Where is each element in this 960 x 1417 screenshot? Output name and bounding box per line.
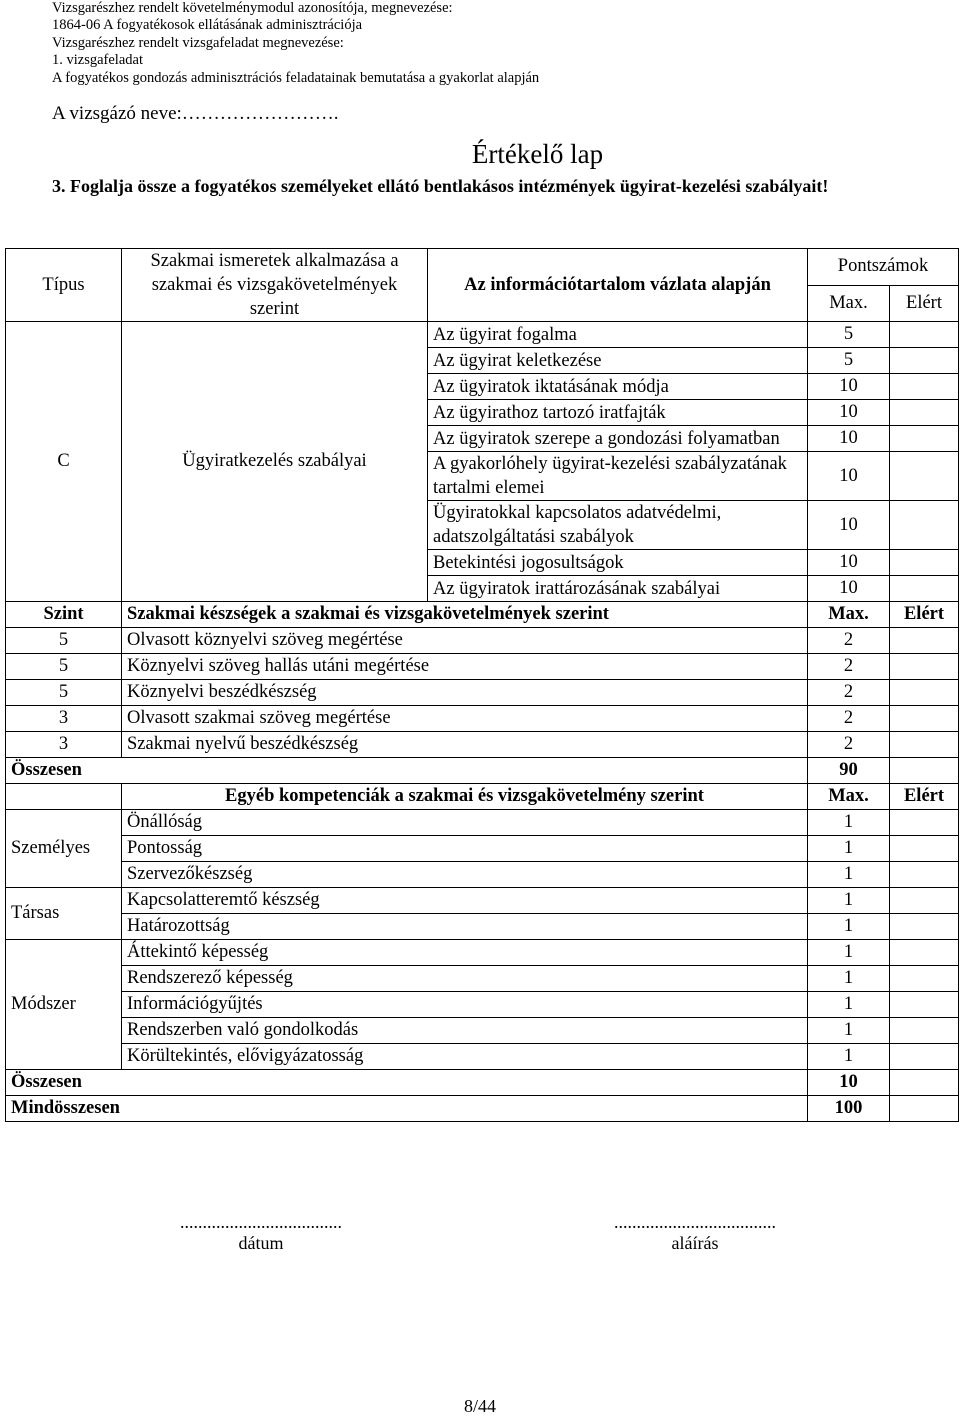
signature-field (560, 1212, 830, 1254)
total-value: 90 (808, 758, 890, 784)
grand-total-label: Mindösszesen (6, 1096, 808, 1122)
date-label: dátum (238, 1233, 284, 1253)
competence-achieved (890, 888, 959, 914)
skills-achieved-header: Elért (890, 602, 959, 628)
competence-label: Kapcsolatteremtő készség (122, 888, 808, 914)
page-number: 8/44 (463, 1396, 496, 1416)
header-outline: Az információtartalom vázlata alapján (428, 249, 808, 322)
item-label: Betekintési jogosultságok (428, 550, 808, 576)
skills-title-header: Szakmai készségek a szakmai és vizsgakövetelmények szerint (122, 602, 808, 628)
item-label: A gyakorlóhely ügyirat-kezelési szabályzatának tartalmi elemei (428, 452, 808, 501)
skill-label: Olvasott köznyelvi szöveg megértése (122, 628, 808, 654)
competence-label: Pontosság (122, 836, 808, 862)
table-row (6, 654, 959, 680)
table-row (6, 628, 959, 654)
competence-label: Határozottság (122, 914, 808, 940)
other-header-row (6, 784, 959, 810)
competence-achieved (890, 1018, 959, 1044)
competence-max: 1 (808, 810, 890, 836)
skill-achieved (890, 628, 959, 654)
item-max: 10 (808, 374, 890, 400)
total-value: 10 (808, 1070, 890, 1096)
header-line: Vizsgarészhez rendelt követelménymodul azonosítója, megnevezése: (52, 0, 453, 16)
header-line: 1. vizsgafeladat (52, 52, 143, 69)
item-label: Az ügyiratok iktatásának módja (428, 374, 808, 400)
table-row (6, 680, 959, 706)
skill-max: 2 (808, 628, 890, 654)
item-max: 5 (808, 348, 890, 374)
table-row (6, 1018, 959, 1044)
knowledge-value: Ügyiratkezelés szabályai (122, 322, 428, 602)
total-label: Összesen (6, 758, 808, 784)
item-achieved (890, 550, 959, 576)
table-header-row (6, 249, 959, 286)
item-max: 10 (808, 501, 890, 550)
skill-label: Köznyelvi beszédkészség (122, 680, 808, 706)
skill-level: 5 (6, 628, 122, 654)
item-label: Az ügyirathoz tartozó iratfajták (428, 400, 808, 426)
skills-header-row (6, 602, 959, 628)
table-row (6, 1044, 959, 1070)
table-row (6, 322, 959, 348)
competence-label: Önállóság (122, 810, 808, 836)
competence-max: 1 (808, 992, 890, 1018)
table-row (6, 862, 959, 888)
header-knowledge: Szakmai ismeretek alkalmazása a szakmai és vizsgakövetelmények szerint (122, 249, 428, 322)
item-max: 10 (808, 576, 890, 602)
item-label: Ügyiratokkal kapcsolatos adatvédelmi, adatszolgáltatási szabályok (428, 501, 808, 550)
skills-level-header: Szint (6, 602, 122, 628)
competence-achieved (890, 1044, 959, 1070)
skill-max: 2 (808, 680, 890, 706)
table-row (6, 992, 959, 1018)
competence-label: Körültekintés, elővigyázatosság (122, 1044, 808, 1070)
table-row (6, 732, 959, 758)
competence-achieved (890, 966, 959, 992)
other-empty (6, 784, 122, 810)
competence-group-label: Személyes (6, 810, 122, 888)
competence-achieved (890, 992, 959, 1018)
competence-max: 1 (808, 1044, 890, 1070)
header-type: Típus (6, 249, 122, 322)
table-row (6, 706, 959, 732)
competence-achieved (890, 914, 959, 940)
competence-max: 1 (808, 862, 890, 888)
item-max: 10 (808, 426, 890, 452)
competence-max: 1 (808, 1018, 890, 1044)
item-label: Az ügyirat fogalma (428, 322, 808, 348)
competence-label: Rendszerben való gondolkodás (122, 1018, 808, 1044)
competence-group-label: Társas (6, 888, 122, 940)
total-label: Összesen (6, 1070, 808, 1096)
competence-achieved (890, 862, 959, 888)
skill-achieved (890, 706, 959, 732)
header-line: Vizsgarészhez rendelt vizsgafeladat megnevezése: (52, 34, 344, 51)
item-achieved (890, 426, 959, 452)
evaluation-table (5, 248, 959, 1122)
competence-label: Szervezőkészség (122, 862, 808, 888)
competence-label: Információgyűjtés (122, 992, 808, 1018)
total-achieved (890, 1070, 959, 1096)
date-dots: .................................... (180, 1212, 342, 1232)
item-achieved (890, 374, 959, 400)
total-achieved (890, 758, 959, 784)
skill-level: 3 (6, 706, 122, 732)
header-achieved: Elért (890, 285, 959, 322)
item-achieved (890, 576, 959, 602)
type-value: C (6, 322, 122, 602)
item-label: Az ügyiratok irattározásának szabályai (428, 576, 808, 602)
skill-label: Köznyelvi szöveg hallás utáni megértése (122, 654, 808, 680)
date-field (125, 1212, 397, 1254)
item-label: Az ügyirat keletkezése (428, 348, 808, 374)
competence-max: 1 (808, 836, 890, 862)
competence-achieved (890, 836, 959, 862)
competence-group-label: Módszer (6, 940, 122, 1070)
grand-total-row (6, 1096, 959, 1122)
skill-label: Szakmai nyelvű beszédkészség (122, 732, 808, 758)
page-title: Értékelő lap (471, 139, 604, 169)
other-title-header: Egyéb kompetenciák a szakmai és vizsgakövetelmény szerint (122, 784, 808, 810)
item-achieved (890, 322, 959, 348)
total-row (6, 758, 959, 784)
table-row (6, 810, 959, 836)
competence-max: 1 (808, 914, 890, 940)
item-achieved (890, 400, 959, 426)
candidate-name-label: A vizsgázó neve:……………………. (52, 103, 339, 124)
other-max-header: Max. (808, 784, 890, 810)
item-max: 10 (808, 550, 890, 576)
skill-level: 5 (6, 680, 122, 706)
document-header (52, 0, 539, 87)
table-row (6, 966, 959, 992)
table-row (6, 888, 959, 914)
signature-dots: .................................... (614, 1212, 776, 1232)
signature-label: aláírás (671, 1233, 719, 1253)
competence-max: 1 (808, 940, 890, 966)
competence-max: 1 (808, 888, 890, 914)
item-label: Az ügyiratok szerepe a gondozási folyamatban (428, 426, 808, 452)
skill-max: 2 (808, 706, 890, 732)
other-achieved-header: Elért (890, 784, 959, 810)
skill-level: 3 (6, 732, 122, 758)
skill-max: 2 (808, 732, 890, 758)
item-max: 5 (808, 322, 890, 348)
skill-level: 5 (6, 654, 122, 680)
table-row (6, 836, 959, 862)
item-achieved (890, 501, 959, 550)
grand-total-achieved (890, 1096, 959, 1122)
skill-max: 2 (808, 654, 890, 680)
item-achieved (890, 348, 959, 374)
total-row (6, 1070, 959, 1096)
header-line: 1864-06 A fogyatékosok ellátásának adminisztrációja (52, 17, 363, 34)
table-row (6, 914, 959, 940)
competence-max: 1 (808, 966, 890, 992)
skill-achieved (890, 732, 959, 758)
header-max: Max. (808, 285, 890, 322)
skill-achieved (890, 680, 959, 706)
skill-achieved (890, 654, 959, 680)
grand-total-value: 100 (808, 1096, 890, 1122)
item-max: 10 (808, 400, 890, 426)
table-row (6, 940, 959, 966)
task-text: 3. Foglalja össze a fogyatékos személyeket ellátó bentlakásos intézmények ügyirat-kezelési szabályait! (52, 176, 829, 196)
competence-achieved (890, 940, 959, 966)
header-line: A fogyatékos gondozás adminisztrációs feladatainak bemutatása a gyakorlat alapján (52, 69, 540, 86)
competence-label: Áttekintő képesség (122, 940, 808, 966)
skills-max-header: Max. (808, 602, 890, 628)
item-achieved (890, 452, 959, 501)
skill-label: Olvasott szakmai szöveg megértése (122, 706, 808, 732)
item-max: 10 (808, 452, 890, 501)
competence-label: Rendszerező képesség (122, 966, 808, 992)
competence-achieved (890, 810, 959, 836)
header-points: Pontszámok (808, 249, 959, 286)
